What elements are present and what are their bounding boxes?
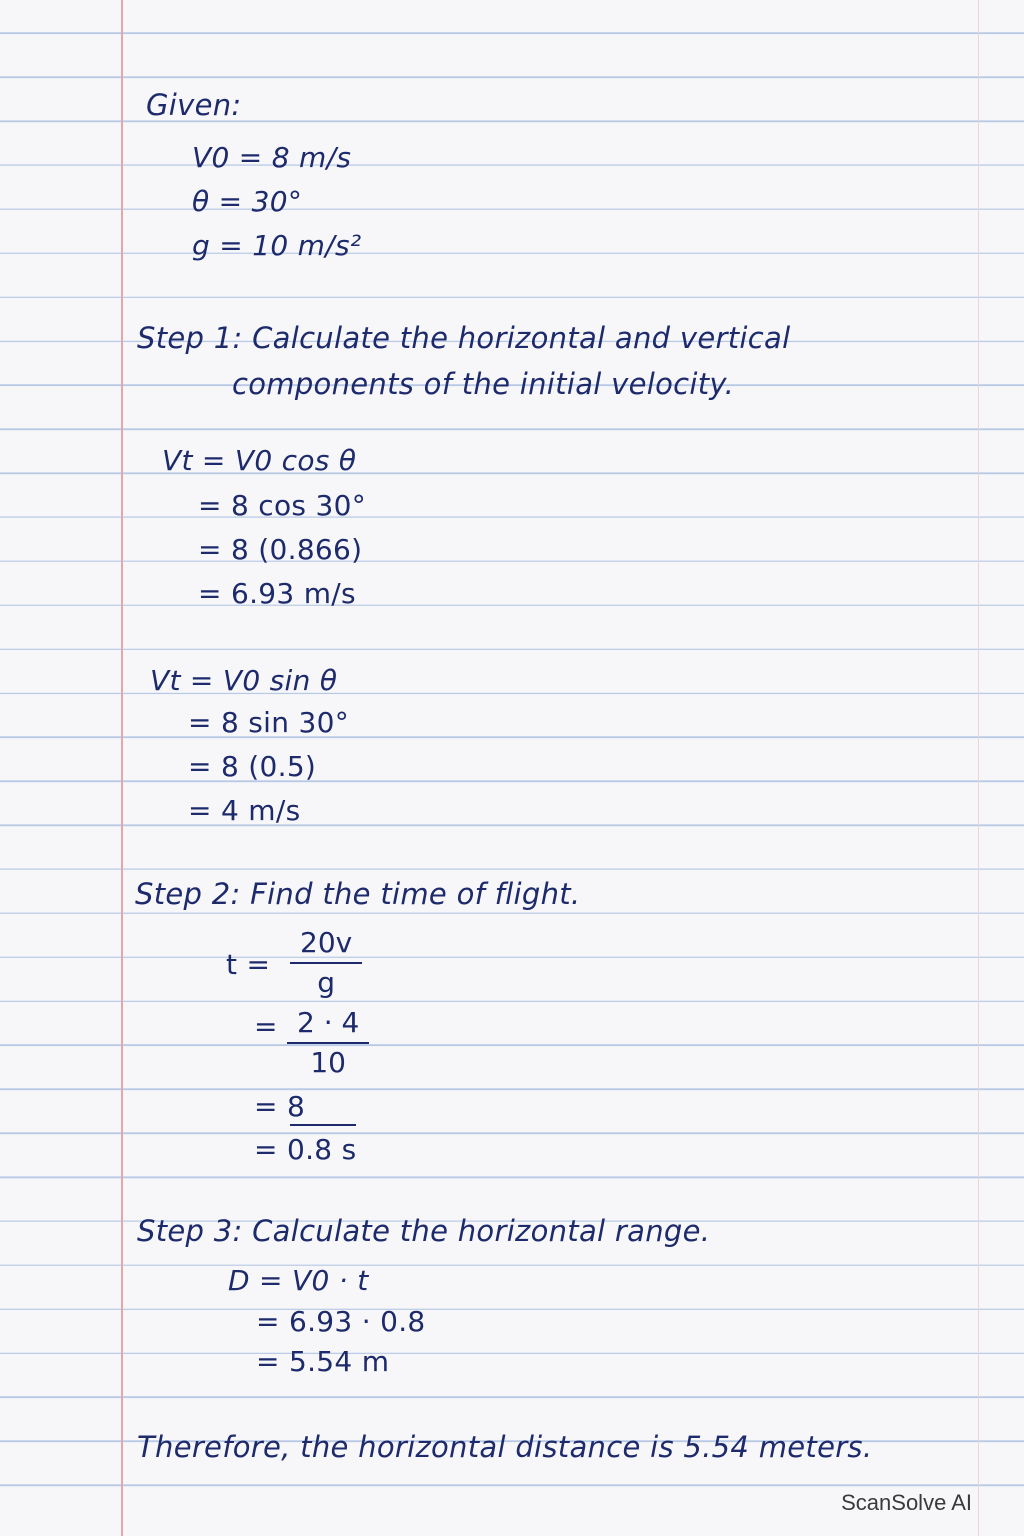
range-line-2: = 6.93 · 0.8 [256,1305,426,1338]
time-eq-4: = 0.8 s [254,1133,357,1166]
time-label: t = [226,948,271,981]
scansolve-watermark: ScanSolve AI [841,1490,972,1515]
vy-line-2: = 8 sin 30° [188,706,350,739]
time-eq-2: = [254,1010,278,1043]
notebook-margin-line [121,0,123,1536]
range-line-3: = 5.54 m [256,1345,390,1378]
time-fraction-2-numerator: 2 · 4 [287,1006,369,1044]
vx-line-1: Vt = V0 cos θ [162,444,357,477]
step3-heading: Step 3: Calculate the horizontal range. [137,1214,711,1248]
step1-heading-line2: components of the initial velocity. [232,367,735,401]
time-fraction-2 [287,1006,369,1080]
given-heading: Given: [146,88,242,122]
step2-heading: Step 2: Find the time of flight. [135,877,581,911]
vy-line-3: = 8 (0.5) [188,750,317,783]
time-fraction-1-denominator: g [317,966,335,999]
fraction-bar [290,1124,356,1126]
time-fraction-1 [290,926,362,1000]
given-g: g = 10 m/s² [192,229,362,262]
conclusion-text: Therefore, the horizontal distance is 5.54 meters. [137,1430,873,1464]
vy-line-4: = 4 m/s [188,794,301,827]
vx-line-2: = 8 cos 30° [198,489,367,522]
notebook-right-margin-line [978,0,979,1536]
step1-heading-line1: Step 1: Calculate the horizontal and vertical [137,321,791,355]
range-line-1: D = V0 · t [228,1264,369,1297]
vy-line-1: Vt = V0 sin θ [150,664,338,697]
given-theta: θ = 30° [192,185,303,218]
time-fraction-1-numerator: 20v [290,926,362,964]
time-eq-3: = 8 [254,1090,306,1123]
time-fraction-2-denominator: 10 [310,1046,346,1079]
given-v0: V0 = 8 m/s [192,141,352,174]
vx-line-4: = 6.93 m/s [198,577,356,610]
vx-line-3: = 8 (0.866) [198,533,363,566]
